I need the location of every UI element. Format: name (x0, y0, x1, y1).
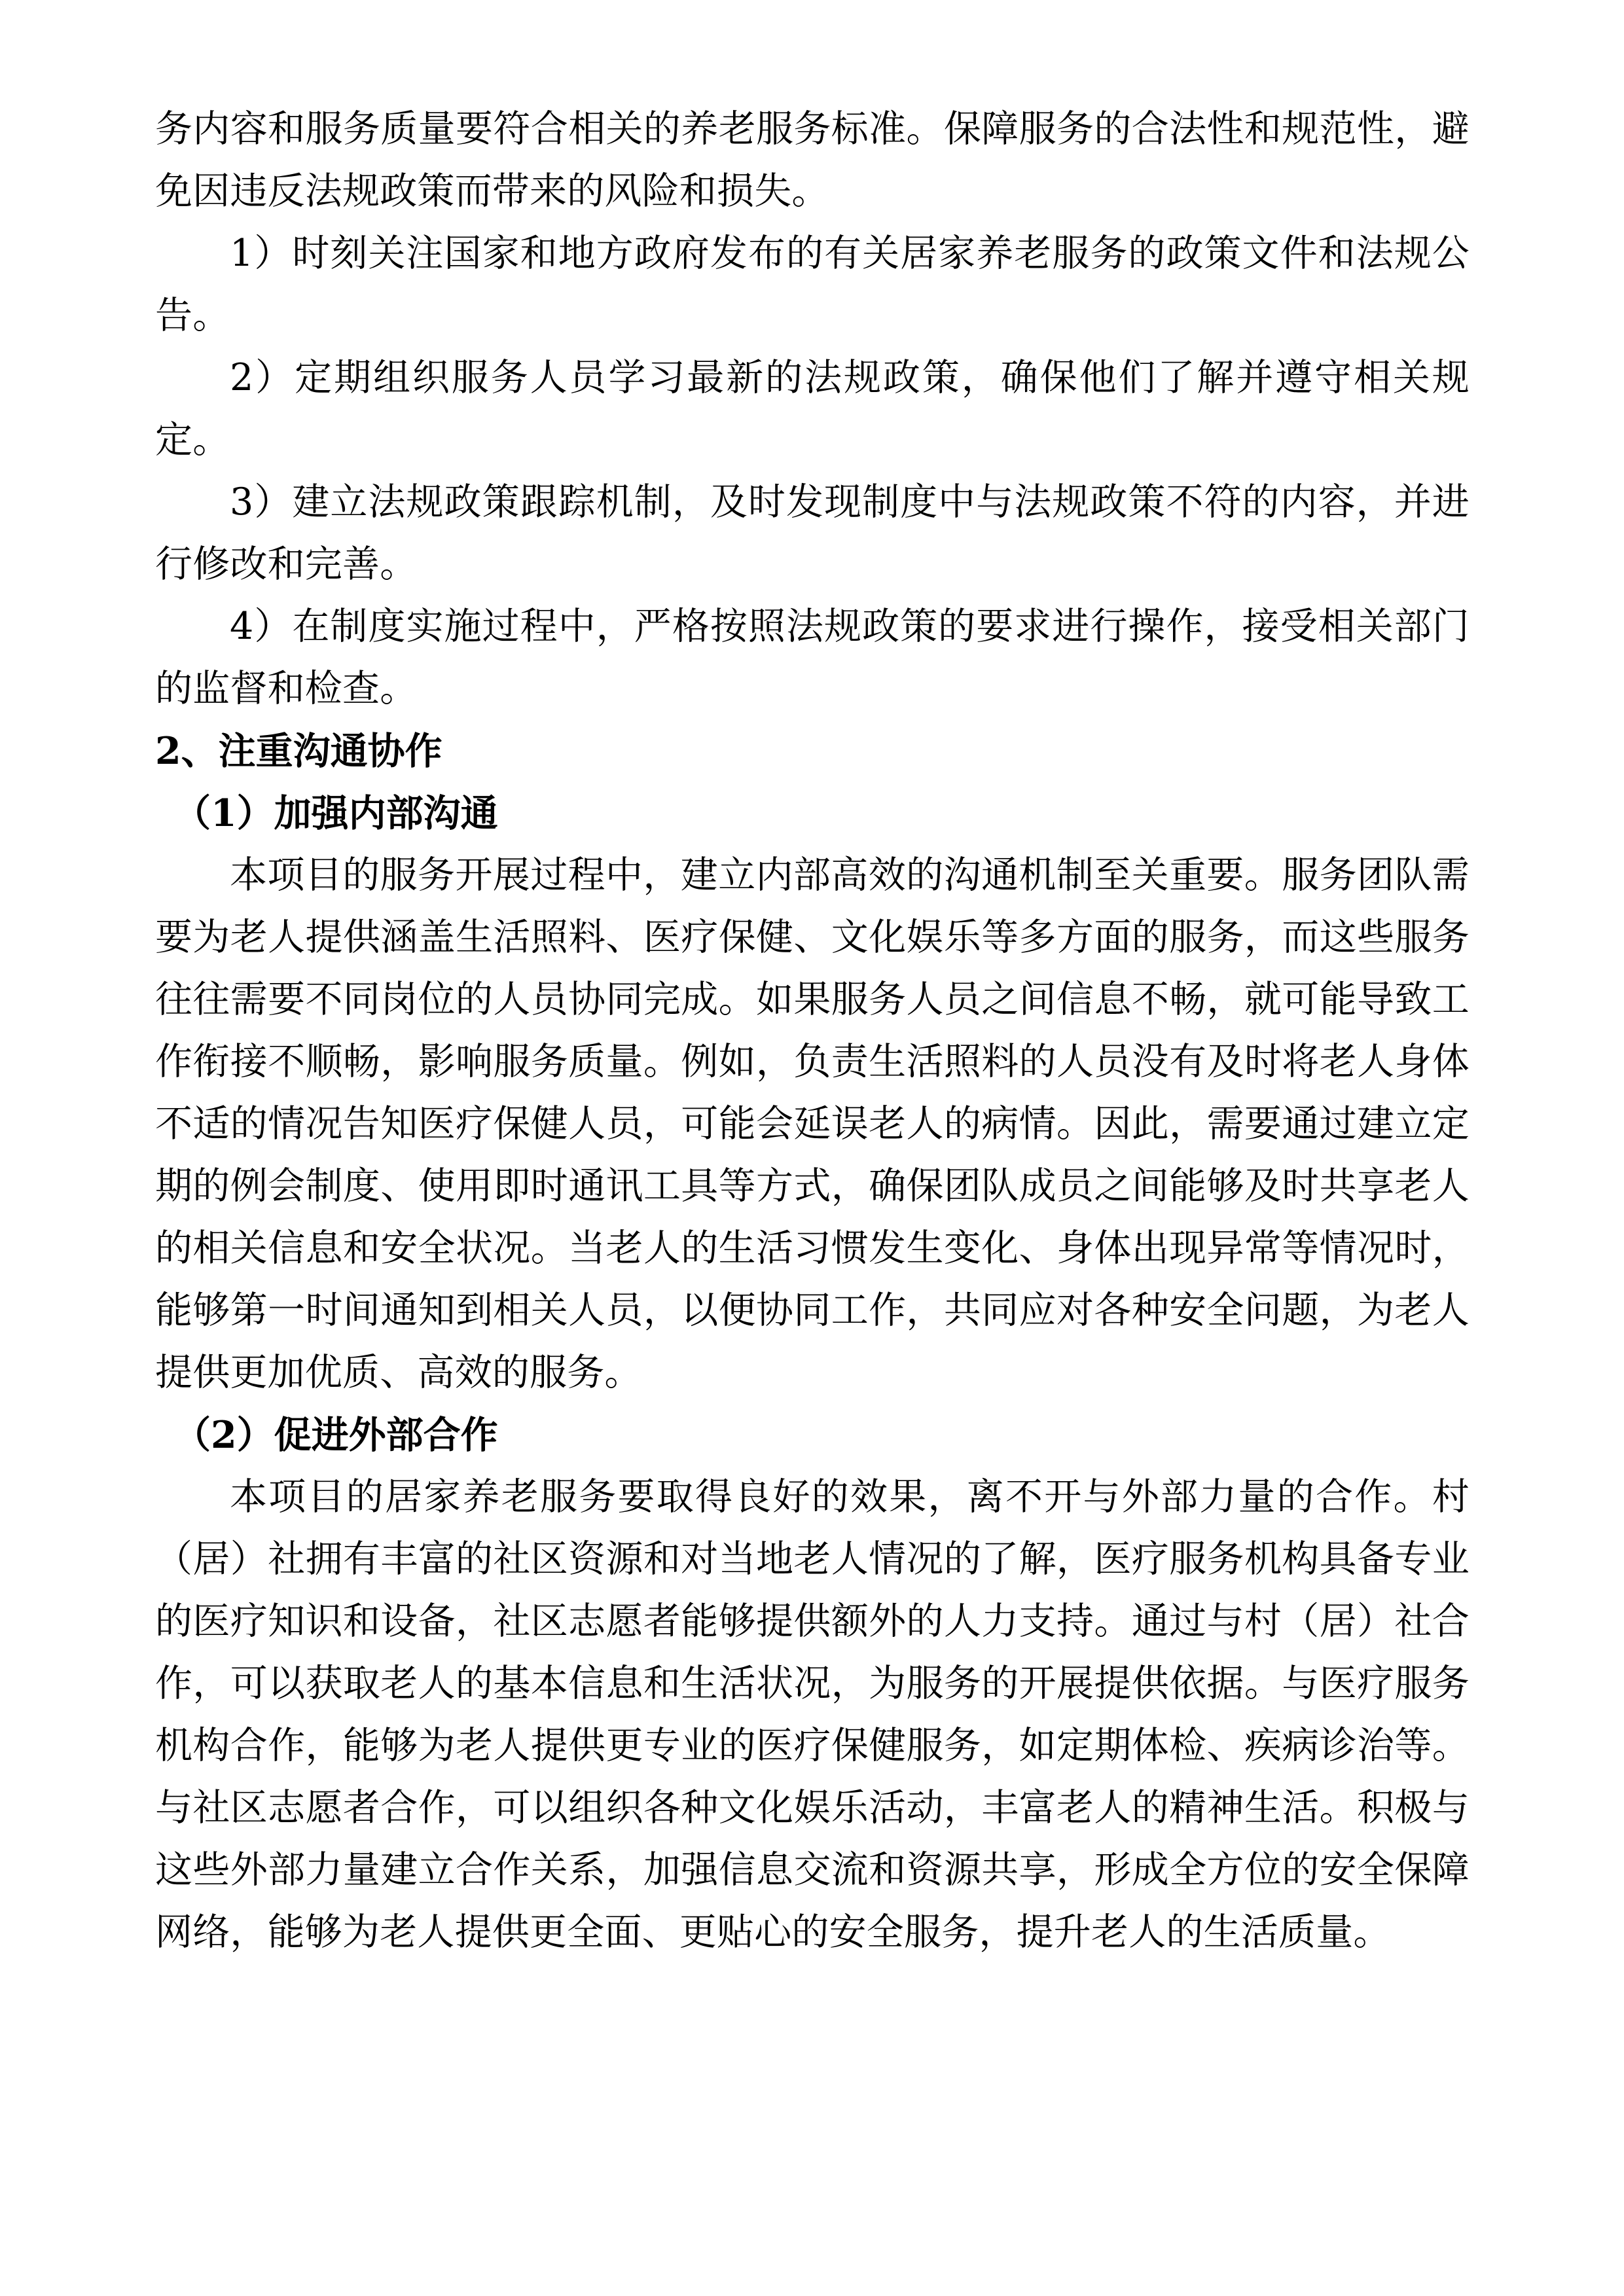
list-item-2: 2）定期组织服务人员学习最新的法规政策，确保他们了解并遵守相关规定。 (155, 356, 1470, 461)
list-item-1: 1）时刻关注国家和地方政府发布的有关居家养老服务的政策文件和法规公告。 (155, 232, 1470, 337)
heading-subsection-1: （1）加强内部沟通 (173, 791, 498, 835)
paragraph-external-cooperation: 本项目的居家养老服务要取得良好的效果，离不开与外部力量的合作。村（居）社拥有丰富的社区资源和对当地老人情况的了解，医疗服务机构具备专业的医疗知识和设备，社区志愿者能够提供额外的人力支持。通过与村（居）社合作，可以获取老人的基本信息和生活状况，为服务的开展提供依据。与医疗服务机构合作，能够为老人提供更专业的医疗保健服务，如定期体检、疾病诊治等。与社区志愿者合作，可以组织各种文化娱乐活动，丰富老人的精神生活。积极与这些外部力量建立合作关系，加强信息交流和资源共享，形成全方位的安全保障网络，能够为老人提供更全面、更贴心的安全服务，提升老人的生活质量。 (155, 1475, 1470, 1954)
paragraph-service-standards: 务内容和服务质量要符合相关的养老服务标准。保障服务的合法性和规范性，避免因违反法规政策而带来的风险和损失。 (155, 107, 1470, 213)
list-item-3: 3）建立法规政策跟踪机制，及时发现制度中与法规政策不符的内容，并进行修改和完善。 (155, 480, 1470, 586)
page-content-area (155, 98, 1470, 1964)
list-item-4: 4）在制度实施过程中，严格按照法规政策的要求进行操作，接受相关部门的监督和检查。 (155, 605, 1470, 710)
heading-section-2: 2、注重沟通协作 (155, 729, 442, 773)
heading-subsection-2: （2）促进外部合作 (173, 1413, 498, 1457)
paragraph-internal-communication: 本项目的服务开展过程中，建立内部高效的沟通机制至关重要。服务团队需要为老人提供涵盖生活照料、医疗保健、文化娱乐等多方面的服务，而这些服务往往需要不同岗位的人员协同完成。如果服务人员之间信息不畅，就可能导致工作衔接不顺畅，影响服务质量。例如，负责生活照料的人员没有及时将老人身体不适的情况告知医疗保健人员，可能会延误老人的病情。因此，需要通过建立定期的例会制度、使用即时通讯工具等方式，确保团队成员之间能够及时共享老人的相关信息和安全状况。当老人的生活习惯发生变化、身体出现异常等情况时，能够第一时间通知到相关人员，以便协同工作，共同应对各种安全问题，为老人提供更加优质、高效的服务。 (155, 853, 1470, 1394)
